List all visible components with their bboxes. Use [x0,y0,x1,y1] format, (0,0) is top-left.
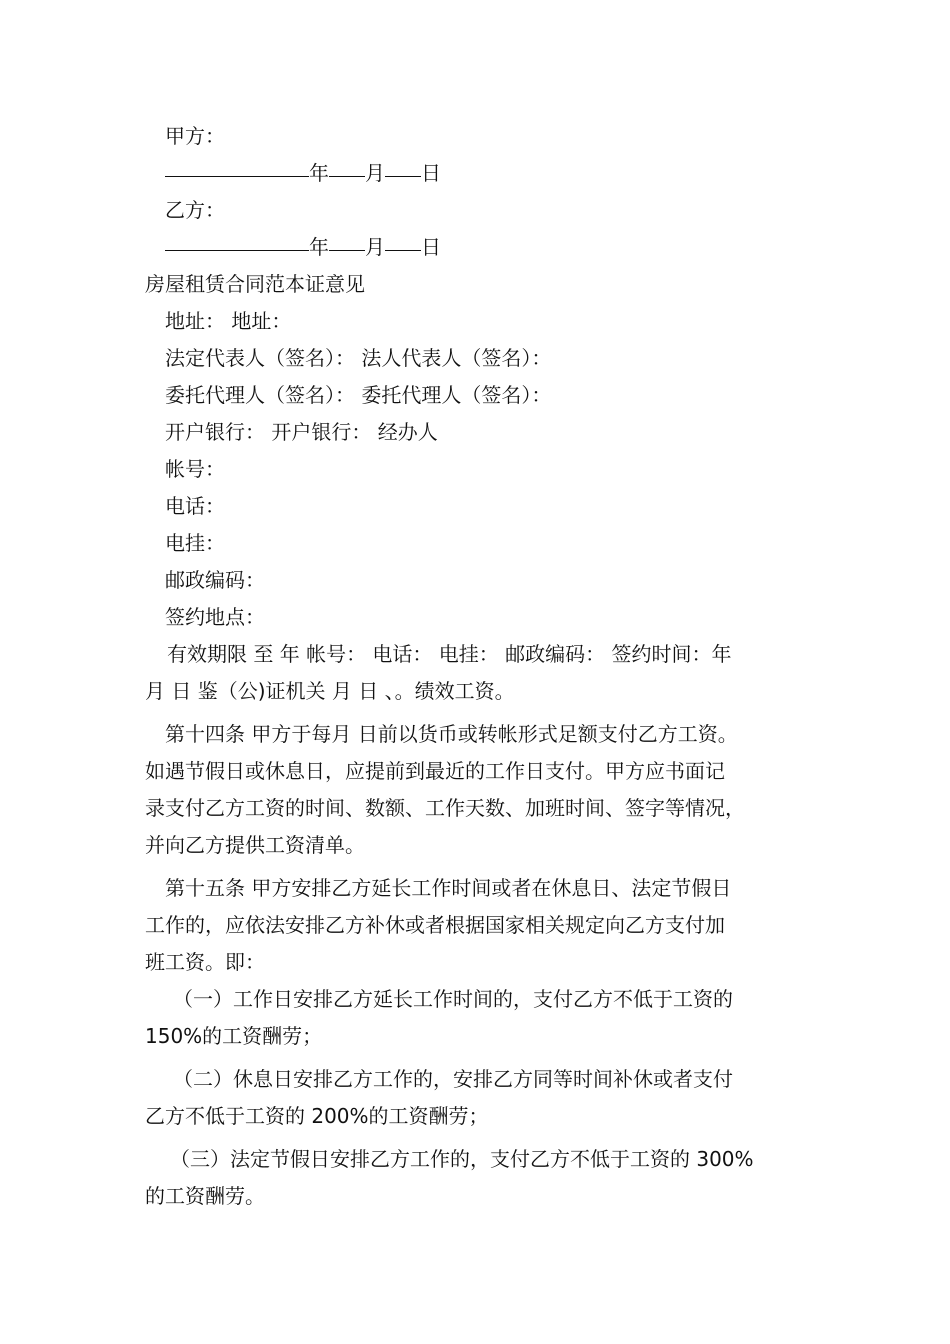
party-b-date-line [145,229,825,266]
party-a-date-line [145,155,825,192]
blank-underline [385,152,421,177]
year-label: 年 [309,161,329,185]
day-label: 日 [421,161,441,185]
item-1-line-1: （一）工作日安排乙方延长工作时间的，支付乙方不低于工资的 [173,987,733,1011]
blank-underline [385,226,421,251]
article-14-line-2: 如遇节假日或休息日，应提前到最近的工作日支付。甲方应书面记 [145,759,725,783]
blank-underline [329,226,365,251]
blank-underline [165,152,309,177]
year-label: 年 [309,235,329,259]
article-14-line-4: 并向乙方提供工资清单。 [145,833,365,857]
month-label: 月 [365,161,385,185]
sign-place-field: 签约地点： [165,605,265,629]
bank-field: 开户银行： 开户银行： 经办人 [165,420,438,444]
item-1-line-2: 150%的工资酬劳； [145,1024,323,1048]
agent-field: 委托代理人（签名）： 委托代理人（签名）： [165,383,552,407]
telegraph-field: 电挂： [165,531,225,555]
validity-line-1: 有效期限 至 年 帐号： 电话： 电挂： 邮政编码： 签约时间：年 [167,642,732,666]
blank-underline [165,226,309,251]
document-title: 房屋租赁合同范本证意见 [145,272,365,296]
item-2-line-2: 乙方不低于工资的 200%的工资酬劳； [145,1104,489,1128]
month-label: 月 [365,235,385,259]
article-14-line-3: 录支付乙方工资的时间、数额、工作天数、加班时间、签字等情况， [145,796,745,820]
validity-line-2: 月 日 鉴（公)证机关 月 日 、。绩效工资。 [145,679,515,703]
party-b-label: 乙方： [165,198,225,222]
phone-field: 电话： [165,494,225,518]
item-3-line-2: 的工资酬劳。 [145,1184,265,1208]
item-3-line-1: （三）法定节假日安排乙方工作的，支付乙方不低于工资的 300% [170,1147,754,1171]
article-15-line-3: 班工资。即： [145,950,265,974]
blank-underline [329,152,365,177]
item-2-line-1: （二）休息日安排乙方工作的，安排乙方同等时间补休或者支付 [173,1067,733,1091]
document-body [145,118,825,1215]
article-15-line-2: 工作的，应依法安排乙方补休或者根据国家相关规定向乙方支付加 [145,913,725,937]
address-field: 地址： 地址： [165,309,292,333]
day-label: 日 [421,235,441,259]
article-14-line-1: 第十四条 甲方于每月 日前以货币或转帐形式足额支付乙方工资。 [165,722,738,746]
party-a-label: 甲方： [165,124,225,148]
article-15-line-1: 第十五条 甲方安排乙方延长工作时间或者在休息日、法定节假日 [165,876,732,900]
legal-rep-field: 法定代表人（签名）： 法人代表人（签名）： [165,346,552,370]
account-field: 帐号： [165,457,225,481]
postcode-field: 邮政编码： [165,568,265,592]
